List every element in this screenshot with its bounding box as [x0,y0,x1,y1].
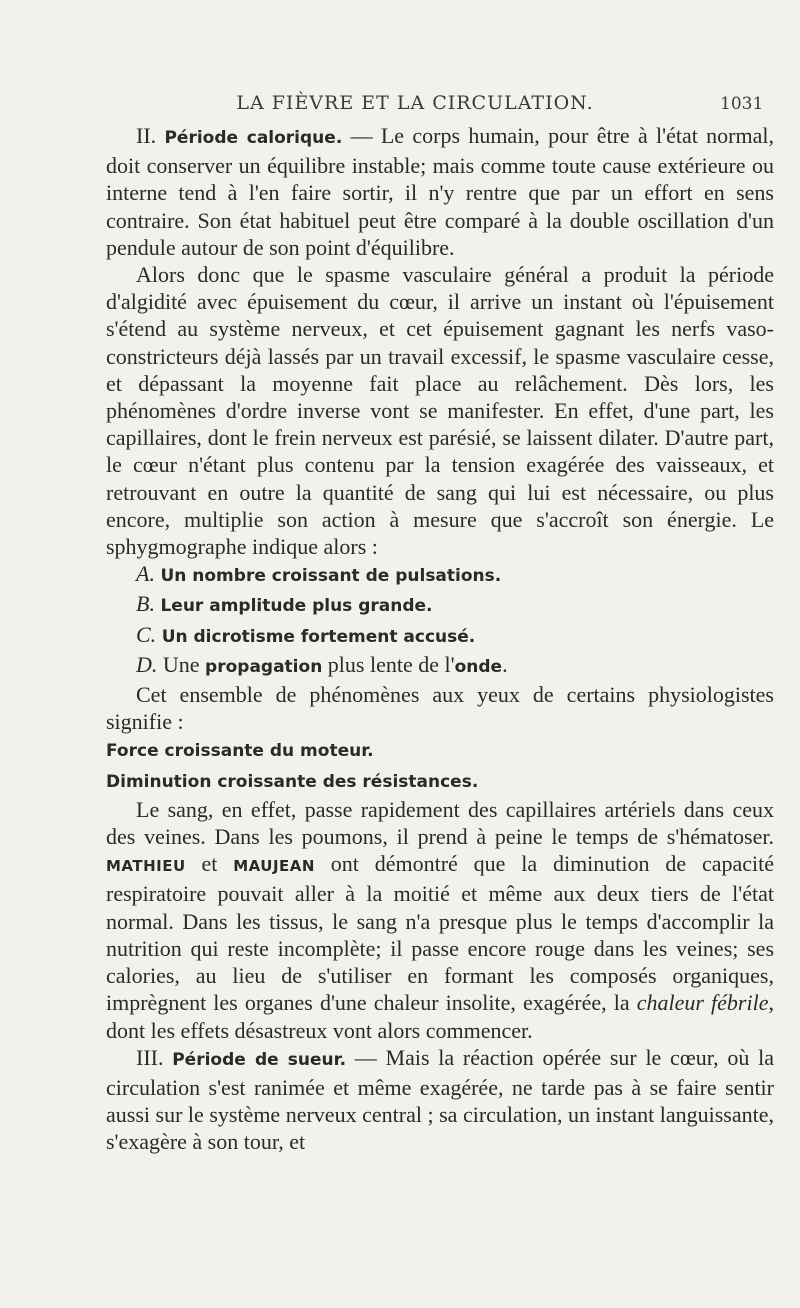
paragraph-text: — Le corps humain, pour être à l'état normal, doit conserver un équilibre instable; mais comme toute cause extérieure ou interne tend à l'en faire sortir, il n'y rentre que par un effort en sens contraire. Son état habituel peut être comparé à la double oscillation d'un pendule autour de son point d'équilibre. [106,123,774,260]
signification-text: Diminution croissante des résistances. [106,771,479,792]
list-item-b [106,590,774,620]
list-text-bold: propagation [205,656,323,677]
paragraph-text: Alors donc que le spasme vasculaire général a produit la période d'algidité avec épuisement du cœur, il arrive un instant où l'épuisement s'étend au système nerveux, et cet épuisement gagnant les nerfs vaso-constricteurs déjà lassés par un travail excessif, le spasme vasculaire cesse, et dépassant la moyenne fait place au relâchement. Dès lors, les phénomènes d'ordre inverse vont se manifester. En effet, d'une part, les capillaires, dont le frein nerveux est parésié, se laissent dilater. D'autre part, le cœur n'étant plus contenu par la tension exagérée des vaisseaux, et retrouvant en outre la quantité de sang qui lui est nécessaire, ou plus encore, multiplie son action à mesure que s'accroît son énergie. Le sphygmographe indique alors : [106,262,774,560]
section-title: Période de sueur. [172,1049,347,1070]
list-item-d [106,651,774,681]
list-item-c [106,621,774,651]
paragraph-periode-sueur [106,1044,774,1156]
italic-term: chaleur fébrile [636,990,769,1016]
author-name: MATHIEU [106,857,186,876]
paragraph-sang [106,796,774,1044]
list-text: Une [162,651,206,677]
list-label: C. [136,621,157,647]
author-name: MAUJEAN [233,857,315,876]
signification-line-2 [106,766,774,796]
list-text: Un dicrotisme fortement accusé. [161,626,476,647]
list-label: A. [136,561,155,587]
paragraph-text: , dont les effets désastreux vont alors commencer. [106,990,774,1043]
page-number: 1031 [720,94,764,114]
section-number: II. [136,123,157,148]
list-text: plus lente de l' [322,651,455,677]
paragraph-periode-calorique [106,122,774,261]
list-text-bold: onde [454,656,503,677]
paragraph-text: Le sang, en effet, passe rapidement des capillaires artériels dans ceux des veines. Dans les poumons, il prend à peine le temps de s'hématoser. [106,796,774,850]
list-item-a [106,560,774,590]
paragraph-text: et [185,851,234,877]
list-label: B. [136,591,155,617]
list-text: Leur amplitude plus grande. [160,596,433,617]
section-number: III. [136,1044,164,1070]
list-label: D. [136,651,158,677]
paragraph-text: — Mais la réaction opérée sur le cœur, où la circulation s'est ranimée et même exagérée, ne tarde pas à se faire sentir aussi sur le système nerveux central ; sa circulation, un instant languissante, s'exagère à son tour, et [106,1044,774,1155]
list-text: Un nombre croissant de pulsations. [160,566,502,587]
section-title: Période calorique. [164,128,343,148]
page-body [106,122,774,1156]
signification-text: Force croissante du moteur. [106,741,374,762]
paragraph-text: ont démontré que la diminution de capacité respiratoire pouvait aller à la moitié et même aux deux tiers de l'état normal. Dans les tissus, le sang n'a presque plus le temps d'accomplir la nutrition qui reste incomplète; il passe encore rouge dans les veines; ses calories, au lieu de s'utiliser en formant les composés organiques, imprègnent les organes d'une chaleur insolite, exagérée, la [106,851,774,1016]
paragraph-text: Cet ensemble de phénomènes aux yeux de certains physiologistes signifie : [106,682,774,735]
running-header: LA FIÈVRE ET LA CIRCULATION. [236,92,594,114]
signification-line-1 [106,735,774,765]
list-text: . [502,651,508,677]
